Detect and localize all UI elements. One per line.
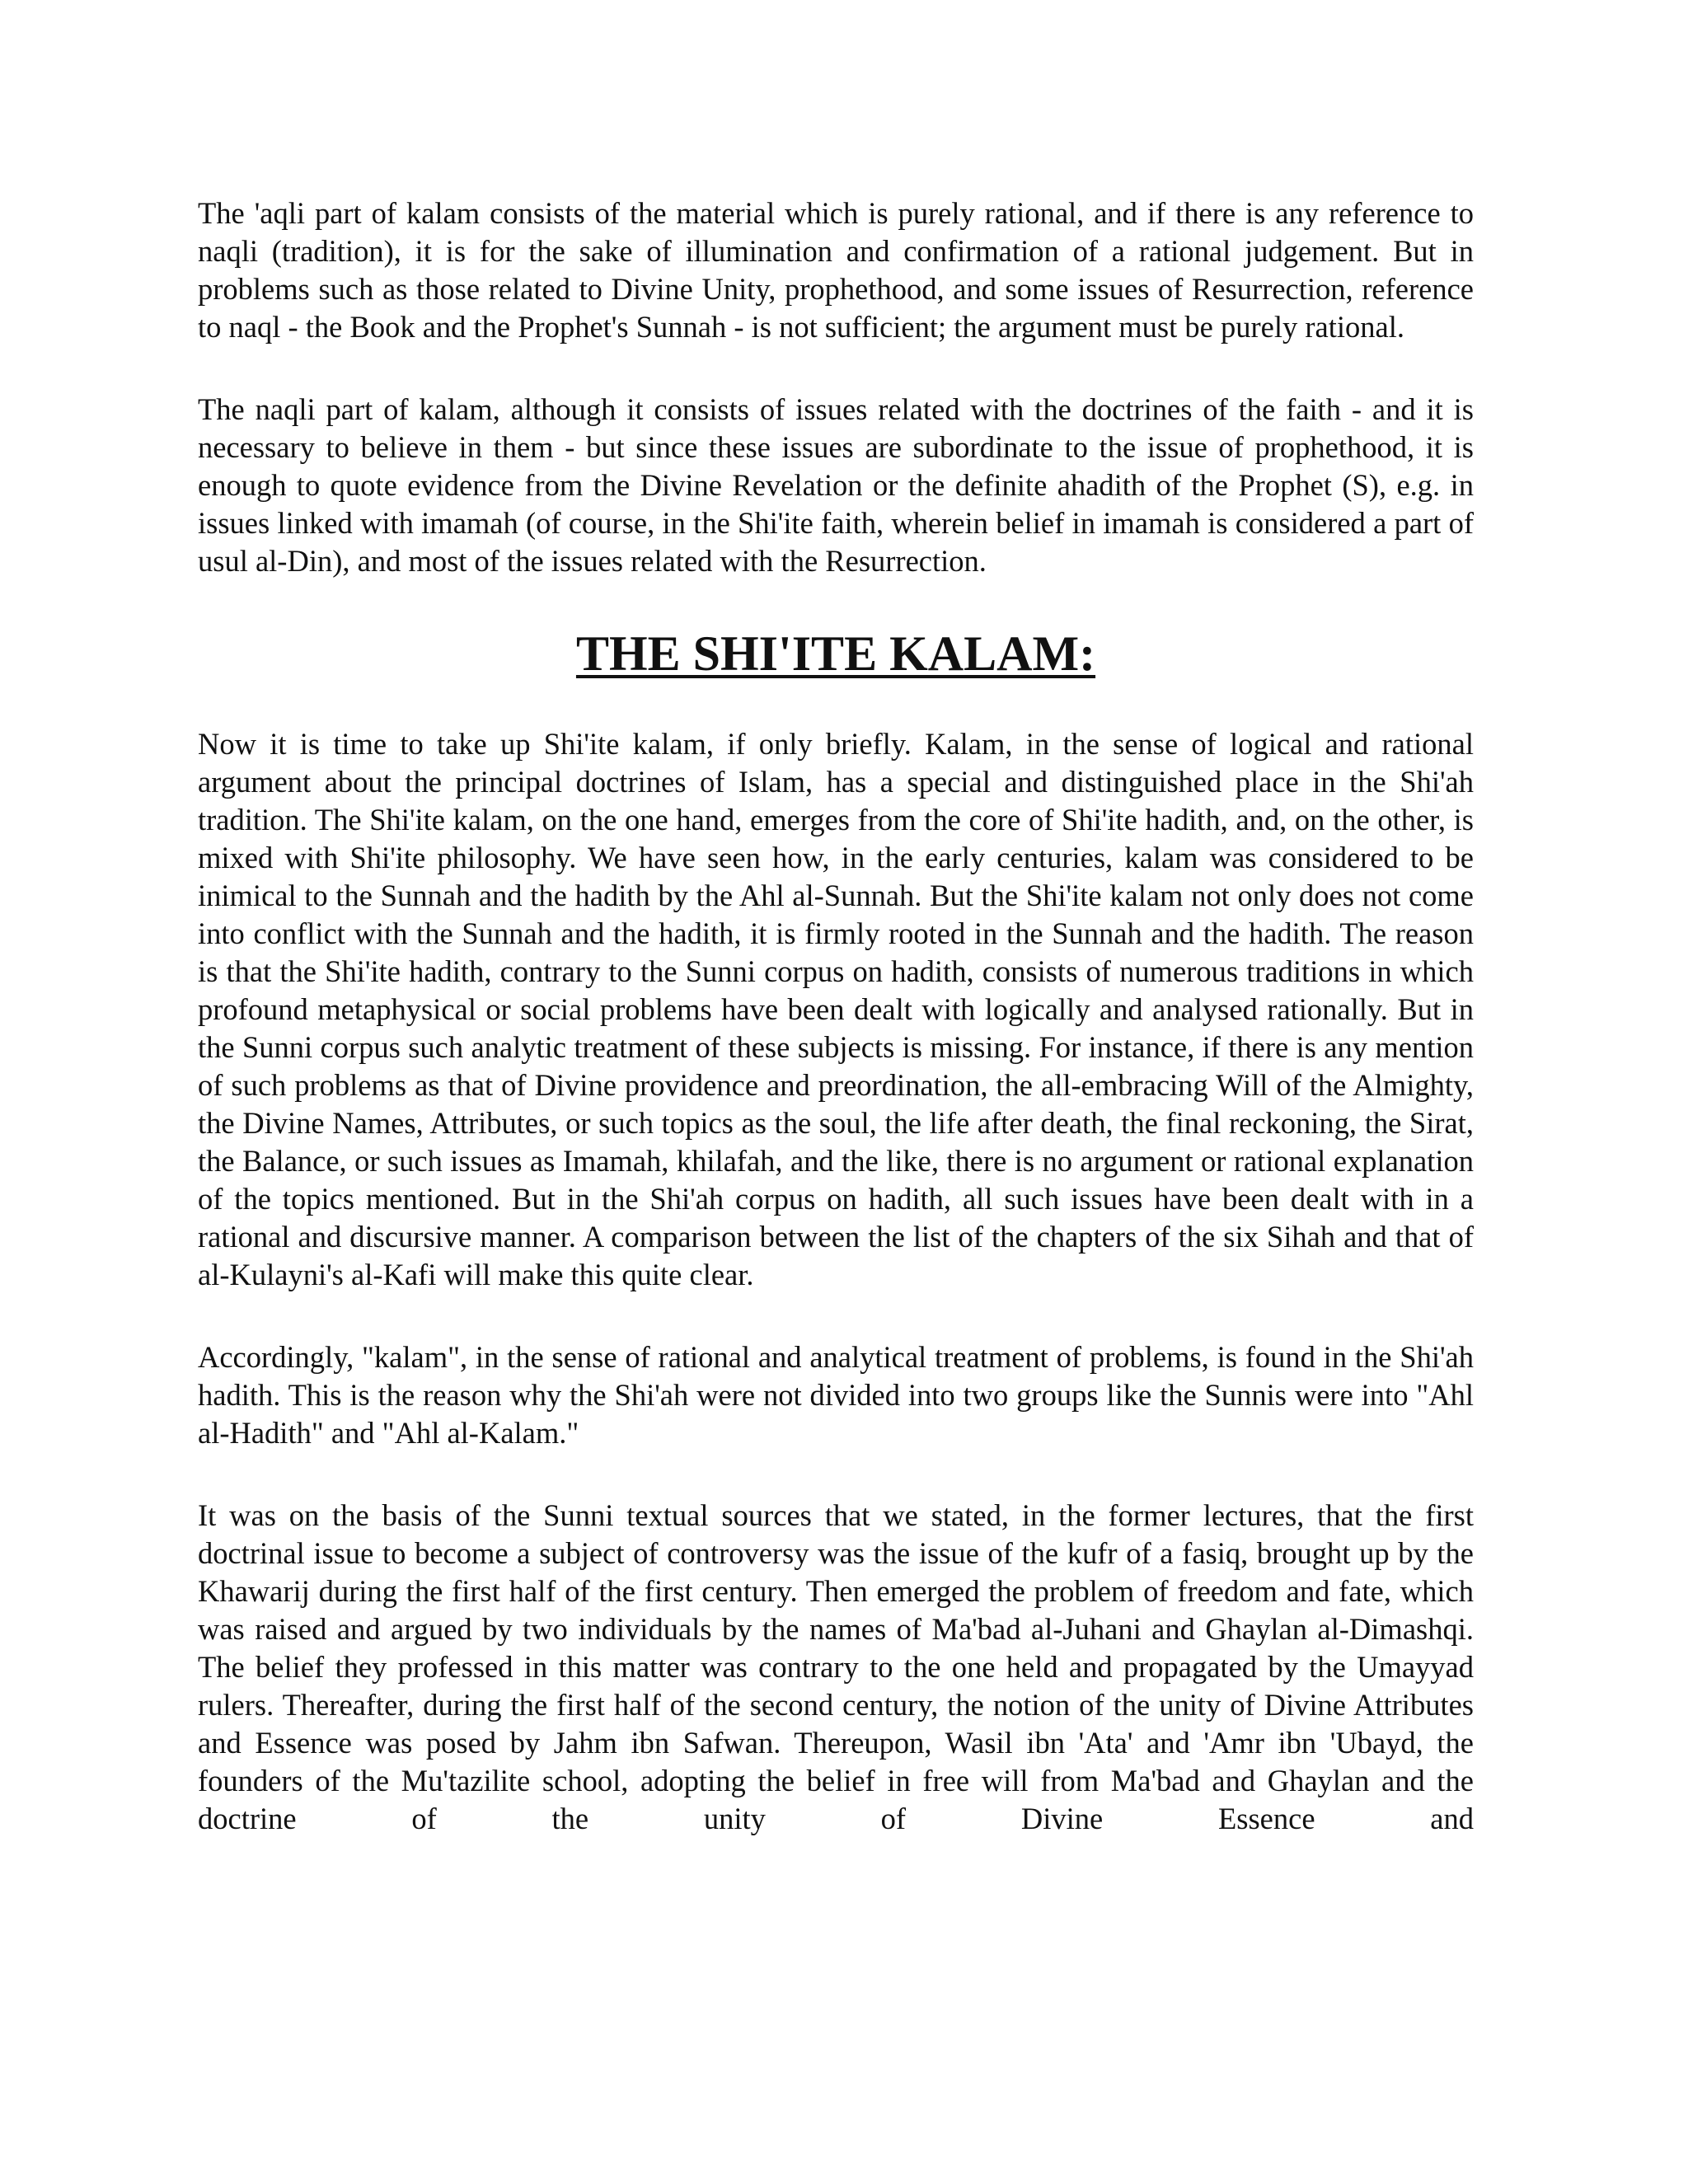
- paragraph-aqli-kalam: The 'aqli part of kalam consists of the material which is purely rational, and if there is any reference to naqli (tradition), it is for the sake of illumination and confirmation of a rational judgement. But in problems such as those related to Divine Unity, prophethood, and some issues of Resurrection, reference to naql - the Book and the Prophet's Sunnah - is not sufficient; the argument must be purely rational.: [198, 196, 1474, 344]
- paragraph-naqli-kalam: The naqli part of kalam, although it consists of issues related with the doctrines of the faith - and it is necessary to believe in them - but since these issues are subordinate to the issue of prophethood, it is enough to quote evidence from the Divine Revelation or the definite ahadith of the Prophet (S), e.g. in issues linked with imamah (of course, in the Shi'ite faith, wherein belief in imamah is considered a part of usul al-Din), and most of the issues related with the Resurrection.: [198, 392, 1474, 578]
- paragraph-shiite-kalam: Now it is time to take up Shi'ite kalam, if only briefly. Kalam, in the sense of logical and rational argument about the principal doctrines of Islam, has a special and distinguished place in the Shi'ah tradition. The Shi'ite kalam, on the one hand, emerges from the core of Shi'ite hadith, and, on the other, is mixed with Shi'ite philosophy. We have seen how, in the early centuries, kalam was considered to be inimical to the Sunnah and the hadith by the Ahl al-Sunnah. But the Shi'ite kalam not only does not come into conflict with the Sunnah and the hadith, it is firmly rooted in the Sunnah and the hadith. The reason is that the Shi'ite hadith, contrary to the Sunni corpus on hadith, consists of numerous traditions in which profound metaphysical or social problems have been dealt with logically and analysed rationally. But in the Sunni corpus such analytic treatment of these subjects is missing. For instance, if there is any mention of such problems as that of Divine providence and preordination, the all-embracing Will of the Almighty, the Divine Names, Attributes, or such topics as the soul, the life after death, the final reckoning, the Sirat, the Balance, or such issues as Imamah, khilafah, and the like, there is no argument or rational explanation of the topics mentioned. But in the Shi'ah corpus on hadith, all such issues have been dealt with in a rational and discursive manner. A comparison between the list of the chapters of the six Sihah and that of al-Kulayni's al-Kafi will make this quite clear.: [198, 727, 1474, 1291]
- paragraph-sunni-sources: It was on the basis of the Sunni textual sources that we stated, in the former lectures, that the first doctrinal issue to become a subject of controversy was the issue of the kufr of a fasiq, brought up by the Khawarij during the first half of the first century. Then emerged the problem of freedom and fate, which was raised and argued by two individuals by the names of Ma'bad al-Juhani and Ghaylan al-Dimashqi. The belief they professed in this matter was contrary to the one held and propagated by the Umayyad rulers. Thereafter, during the first half of the second century, the notion of the unity of Divine Attributes and Essence was posed by Jahm ibn Safwan. Thereupon, Wasil ibn 'Ata' and 'Amr ibn 'Ubayd, the founders of the Mu'tazilite school, adopting the belief in free will from Ma'bad and Ghaylan and the doctrine of the unity of Divine Essence and: [198, 1498, 1474, 1835]
- section-heading: THE SHI'ITE KALAM:: [575, 626, 1096, 681]
- document-page: [198, 194, 1474, 1882]
- paragraph-accordingly: Accordingly, "kalam", in the sense of rational and analytical treatment of problems, is found in the Shi'ah hadith. This is the reason why the Shi'ah were not divided into two groups like the Sunnis were into "Ahl al-Hadith" and "Ahl al-Kalam.": [198, 1340, 1474, 1450]
